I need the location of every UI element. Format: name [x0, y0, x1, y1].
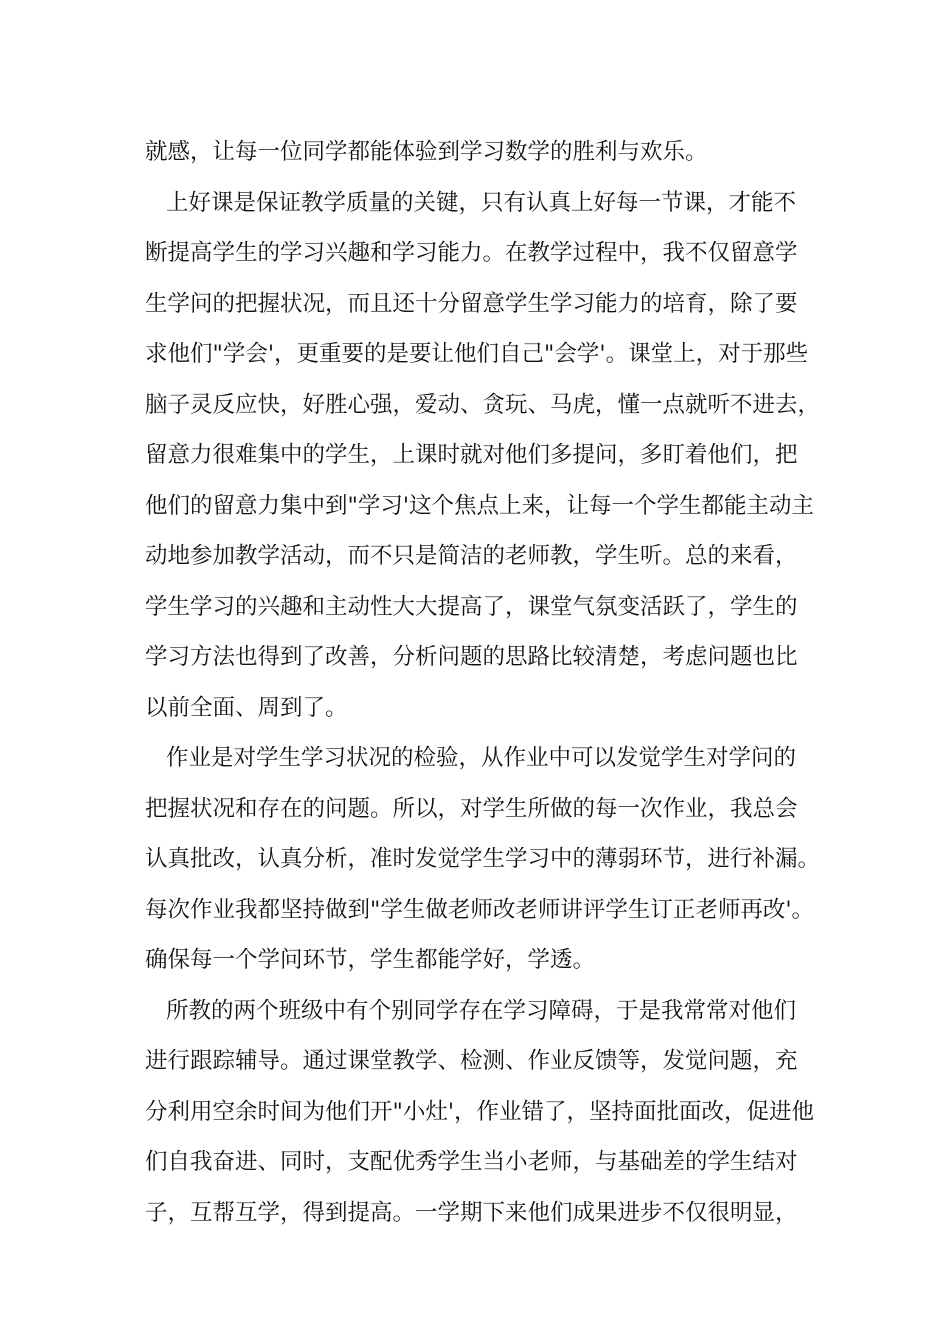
text-line: 每次作业我都坚持做到"学生做老师改老师讲评学生订正老师再改'。 [145, 896, 815, 923]
text-line: 留意力很难集中的学生，上课时就对他们多提问，多盯着他们，把 [145, 442, 798, 468]
text-line: 分利用空余时间为他们开"小灶'，作业错了，坚持面批面改，促进他 [145, 1098, 815, 1125]
text-line: 动地参加教学活动，而不只是简洁的老师教，学生听。总的来看， [145, 543, 798, 569]
text-line: 所教的两个班级中有个别同学存在学习障碍，于是我常常对他们 [166, 997, 797, 1024]
text-line: 进行跟踪辅导。通过课堂教学、检测、作业反馈等，发觉问题，充 [145, 1048, 798, 1074]
text-line: 学生学习的兴趣和主动性大大提高了，课堂气氛变活跃了，学生的 [145, 593, 798, 620]
text-line: 认真批改，认真分析，准时发觉学生学习中的薄弱环节，进行补漏。 [145, 846, 821, 872]
paragraph-3 [145, 733, 825, 986]
text-line: 子，互帮互学，得到提高。一学期下来他们成果进步不仅很明显， [145, 1199, 798, 1226]
document-body [145, 127, 825, 1238]
text-line: 们自我奋进、同时，支配优秀学生当小老师，与基础差的学生结对 [145, 1149, 798, 1175]
text-line: 求他们"学会'，更重要的是要让他们自己"会学'。课堂上，对于那些 [145, 341, 809, 367]
text-line: 以前全面、周到了。 [145, 694, 348, 721]
text-line: 断提高学生的学习兴趣和学习能力。在教学过程中，我不仅留意学 [145, 240, 798, 266]
text-line: 学习方法也得到了改善，分析问题的思路比较清楚，考虑问题也比 [145, 644, 798, 670]
paragraph-1 [145, 127, 825, 178]
text-line: 脑子灵反应快，好胜心强，爱动、贪玩、马虎，懂一点就听不进去， [145, 391, 821, 418]
text-line: 就感，让每一位同学都能体验到学习数学的胜利与欢乐。 [145, 139, 708, 165]
paragraph-2 [145, 178, 825, 734]
text-line: 生学问的把握状况，而且还十分留意学生学习能力的培育，除了要 [145, 290, 798, 317]
text-line: 把握状况和存在的问题。所以，对学生所做的每一次作业，我总会 [145, 795, 798, 822]
text-line: 上好课是保证教学质量的关键，只有认真上好每一节课，才能不 [166, 189, 797, 216]
paragraph-4 [145, 986, 825, 1239]
text-line: 作业是对学生学习状况的检验，从作业中可以发觉学生对学问的 [166, 745, 797, 771]
text-line: 他们的留意力集中到"学习'这个焦点上来，让每一个学生都能主动主 [145, 492, 815, 519]
text-line: 确保每一个学问环节，学生都能学好，学透。 [145, 947, 596, 973]
